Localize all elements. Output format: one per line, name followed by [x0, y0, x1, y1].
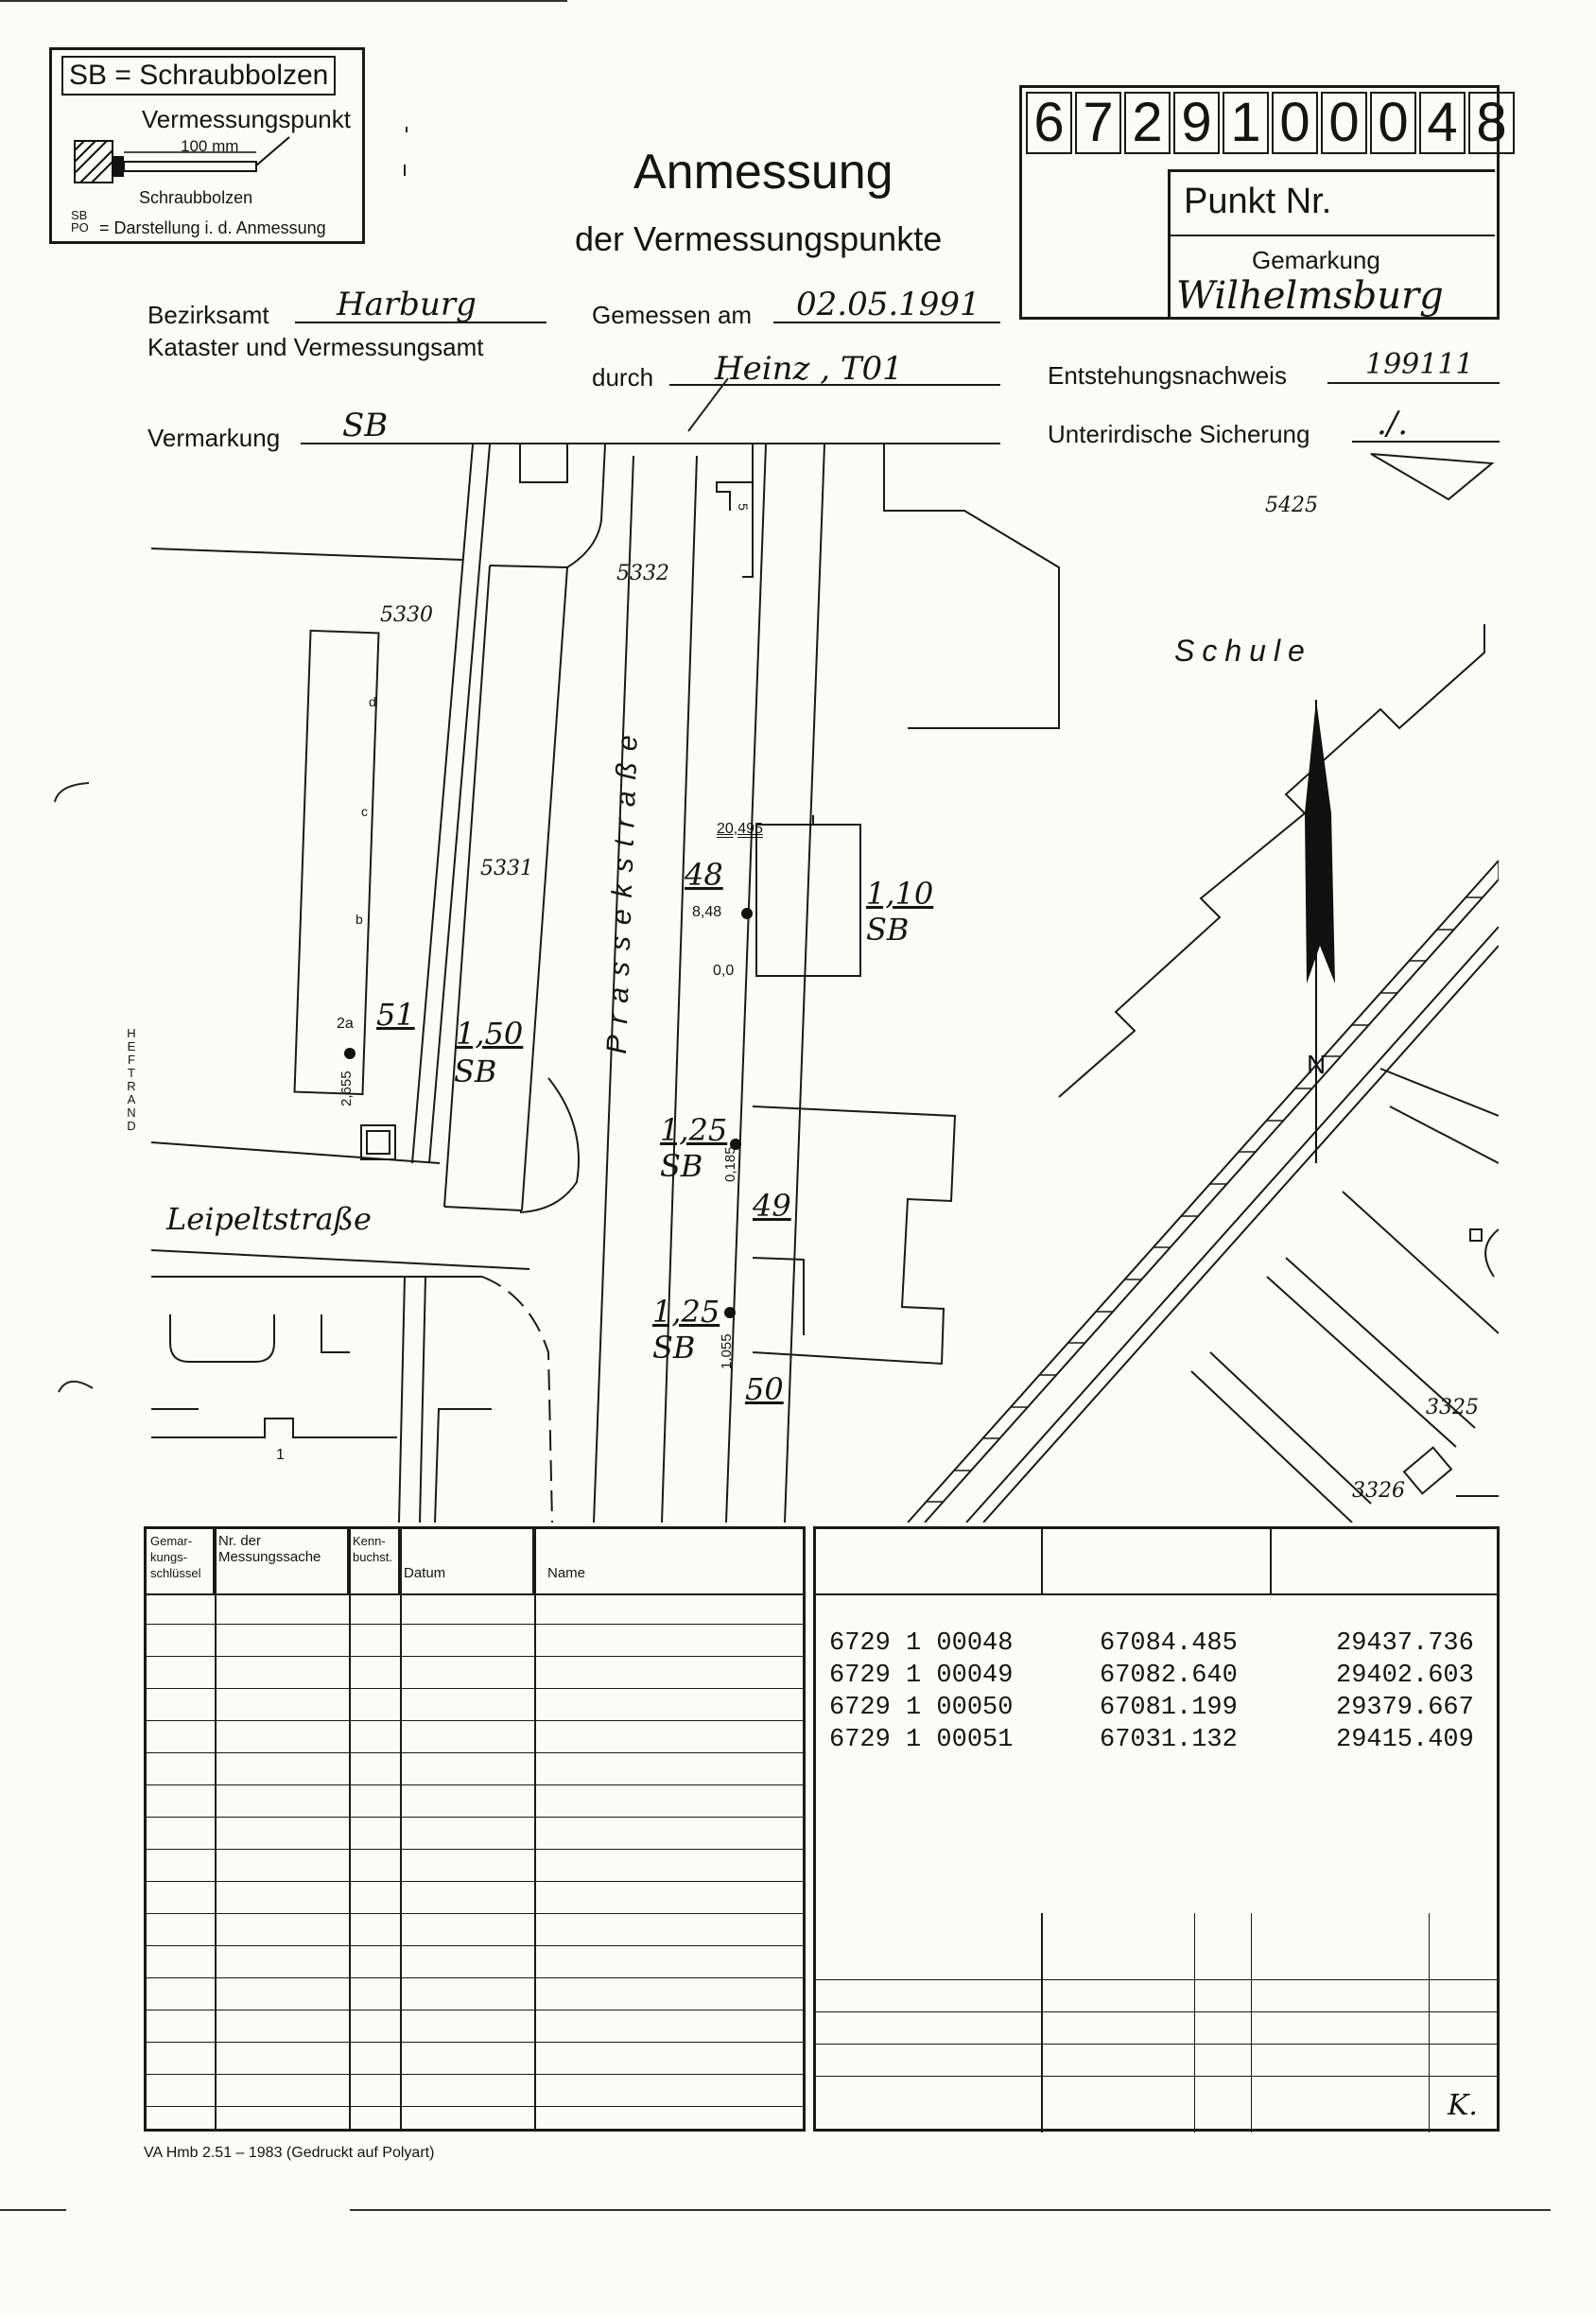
marking-depth: 1,25 [652, 1294, 720, 1330]
legend-bolt-label: Schraubbolzen [139, 188, 253, 207]
legend-sb-symbol: SB PO [71, 208, 89, 235]
table-row [816, 2076, 1497, 2077]
kataster-label: Kataster und Vermessungsamt [147, 333, 484, 361]
table-row [147, 2074, 803, 2075]
table-row [147, 1913, 803, 1914]
column-divider [1251, 1913, 1252, 2132]
house-number: 1 [276, 1447, 285, 1463]
parcel-label: 5330 [380, 603, 433, 627]
table-row [147, 1817, 803, 1818]
page-title: Anmessung [633, 145, 893, 200]
point-number-box [1019, 85, 1507, 320]
point-digit: 9 [1173, 92, 1220, 154]
parcel-label: 5425 [1265, 494, 1318, 517]
punkt-nr-box [1168, 169, 1495, 317]
marking-type: SB [866, 912, 910, 948]
parcel-label: 3325 [1426, 1396, 1479, 1419]
gemessen-label: Gemessen am [592, 301, 753, 329]
point-dimension: 0,185 [722, 1146, 738, 1182]
point-digit: 1 [1223, 92, 1269, 154]
street-label-leipeltstrasse: Leipeltstraße [166, 1201, 372, 1237]
building-letter: c [361, 804, 368, 819]
street-label-prassekstrasse: Prassekstraße [601, 722, 645, 1055]
bottom-edge-line [350, 2209, 1551, 2211]
gemarkung-label: Gemarkung [1252, 246, 1380, 274]
column-header: Gemar-kungs-schlüssel [147, 1529, 215, 1593]
point-dimension: 1,055 [719, 1333, 735, 1369]
column-divider [1270, 1529, 1272, 1593]
form-footer: VA Hmb 2.51 – 1983 (Gedruckt auf Polyart) [144, 2145, 435, 2161]
coord-x: 67084.485 [1100, 1629, 1238, 1658]
measurement-record-table [144, 1526, 806, 2132]
stray-mark-icon [397, 123, 416, 180]
marking-type: SB [454, 1053, 497, 1089]
coord-x: 67031.132 [1100, 1726, 1238, 1754]
gemessen-value: 02.05.1991 [796, 286, 980, 323]
point-dimension: 0,0 [713, 963, 735, 979]
durch-label: durch [592, 363, 654, 392]
legend-representation-note: = Darstellung i. d. Anmessung [99, 218, 326, 237]
entstehung-value: 199111 [1365, 348, 1474, 381]
coord-x: 67082.640 [1100, 1662, 1238, 1690]
point-digit: 0 [1272, 92, 1318, 154]
survey-map [127, 444, 1499, 1523]
bezirksamt-label: Bezirksamt [147, 301, 269, 329]
column-divider [534, 1529, 536, 2129]
point-dimension: 8,48 [692, 904, 722, 920]
parcel-label: 5332 [616, 562, 669, 585]
coord-point-id: 6729 1 00051 [829, 1726, 1014, 1754]
sicherung-value: ./. [1377, 405, 1409, 443]
column-header: Name [547, 1565, 586, 1581]
bottom-edge-line [0, 2209, 66, 2211]
durch-value: Heinz , T01 [715, 350, 903, 388]
coordinates-table [813, 1526, 1500, 2132]
table-row [147, 1945, 803, 1946]
vermarkung-value: SB [342, 407, 389, 444]
table-row [816, 2011, 1497, 2012]
marking-type: SB [652, 1330, 696, 1366]
table-row [147, 1752, 803, 1753]
coord-y: 29379.667 [1336, 1694, 1474, 1722]
house-number: 5 [735, 503, 751, 511]
entstehung-underline [1327, 382, 1500, 384]
table-row [147, 1849, 803, 1850]
house-number: 2a [337, 1016, 354, 1032]
point-digit: 6 [1026, 92, 1072, 154]
column-divider [1429, 1913, 1430, 2132]
table-row [147, 1656, 803, 1657]
point-number-digits [1026, 92, 1518, 154]
coord-y: 29437.736 [1336, 1629, 1474, 1658]
coord-y: 29415.409 [1336, 1726, 1474, 1754]
table-row [147, 1720, 803, 1721]
point-number-label: 50 [745, 1371, 784, 1407]
point-digit: 8 [1468, 92, 1515, 154]
building-letter: b [356, 912, 363, 927]
parcel-label: 3326 [1352, 1479, 1405, 1503]
legend-title: SB = Schraubbolzen [61, 56, 336, 96]
table-row [147, 1688, 803, 1689]
map-drawing [151, 444, 1499, 1523]
point-dimension: 20,495 [717, 821, 763, 837]
column-divider [1041, 1529, 1043, 1593]
table-row [147, 1977, 803, 1978]
table-row [147, 1881, 803, 1882]
punch-marks-icon [49, 775, 96, 1400]
sicherung-underline [1352, 441, 1500, 443]
north-label: N [1307, 1050, 1327, 1079]
table-row [147, 2106, 803, 2107]
top-edge-line [0, 0, 567, 2]
point-digit: 4 [1419, 92, 1466, 154]
coordinates-header-row [816, 1529, 1497, 1595]
school-label: Schule [1174, 634, 1312, 668]
coord-y: 29402.603 [1336, 1662, 1474, 1690]
heftrand-label: HEFTRAND [127, 1026, 136, 1133]
table-row [147, 2042, 803, 2043]
punkt-nr-label: Punkt Nr. [1184, 182, 1332, 221]
punkt-divider [1171, 235, 1495, 236]
table-row [147, 1784, 803, 1785]
coord-point-id: 6729 1 00049 [829, 1662, 1014, 1690]
point-dimension: 2,655 [338, 1070, 355, 1106]
building-letter: d [369, 694, 376, 709]
entstehung-label: Entstehungsnachweis [1048, 361, 1287, 390]
column-divider [349, 1529, 351, 2129]
signature-stroke-icon [681, 374, 737, 435]
point-digit: 7 [1075, 92, 1121, 154]
marking-type: SB [660, 1148, 703, 1184]
point-digit: 0 [1321, 92, 1367, 154]
legend-dimension: 100 mm [181, 137, 239, 155]
marking-depth: 1,50 [456, 1016, 524, 1052]
legend-subtitle: Vermessungspunkt [141, 105, 351, 133]
column-divider [400, 1529, 402, 2129]
table-row [816, 1979, 1497, 1980]
parcel-label: 5331 [480, 857, 533, 880]
point-number-label: 51 [376, 997, 415, 1033]
coord-x: 67081.199 [1100, 1694, 1238, 1722]
coord-point-id: 6729 1 00048 [829, 1629, 1014, 1658]
vermarkung-label: Vermarkung [147, 424, 281, 452]
column-header: Datum [400, 1529, 534, 1593]
sicherung-label: Unterirdische Sicherung [1048, 420, 1310, 448]
column-header: Kenn-buchst. [349, 1529, 400, 1593]
page-subtitle: der Vermessungspunkte [575, 219, 943, 258]
point-number-label: 48 [685, 857, 723, 893]
table-row [147, 1593, 803, 1595]
table-row [147, 1624, 803, 1625]
column-divider [215, 1529, 217, 2129]
point-number-label: 49 [753, 1188, 791, 1224]
point-digit: 0 [1370, 92, 1416, 154]
table-row [816, 2044, 1497, 2045]
point-digit: 2 [1124, 92, 1171, 154]
corner-initial: K. [1448, 2089, 1478, 2122]
coord-point-id: 6729 1 00050 [829, 1694, 1014, 1722]
legend-box [49, 47, 365, 244]
marking-depth: 1,10 [866, 876, 934, 912]
gemarkung-value: Wilhelmsburg [1176, 274, 1444, 318]
column-divider [1041, 1913, 1043, 2132]
column-divider [1194, 1913, 1195, 2132]
bezirksamt-value: Harburg [337, 286, 477, 323]
marking-depth: 1,25 [660, 1112, 728, 1148]
north-arrow-icon [1305, 700, 1335, 1163]
column-header: Nr. der Messungssache [215, 1529, 349, 1593]
